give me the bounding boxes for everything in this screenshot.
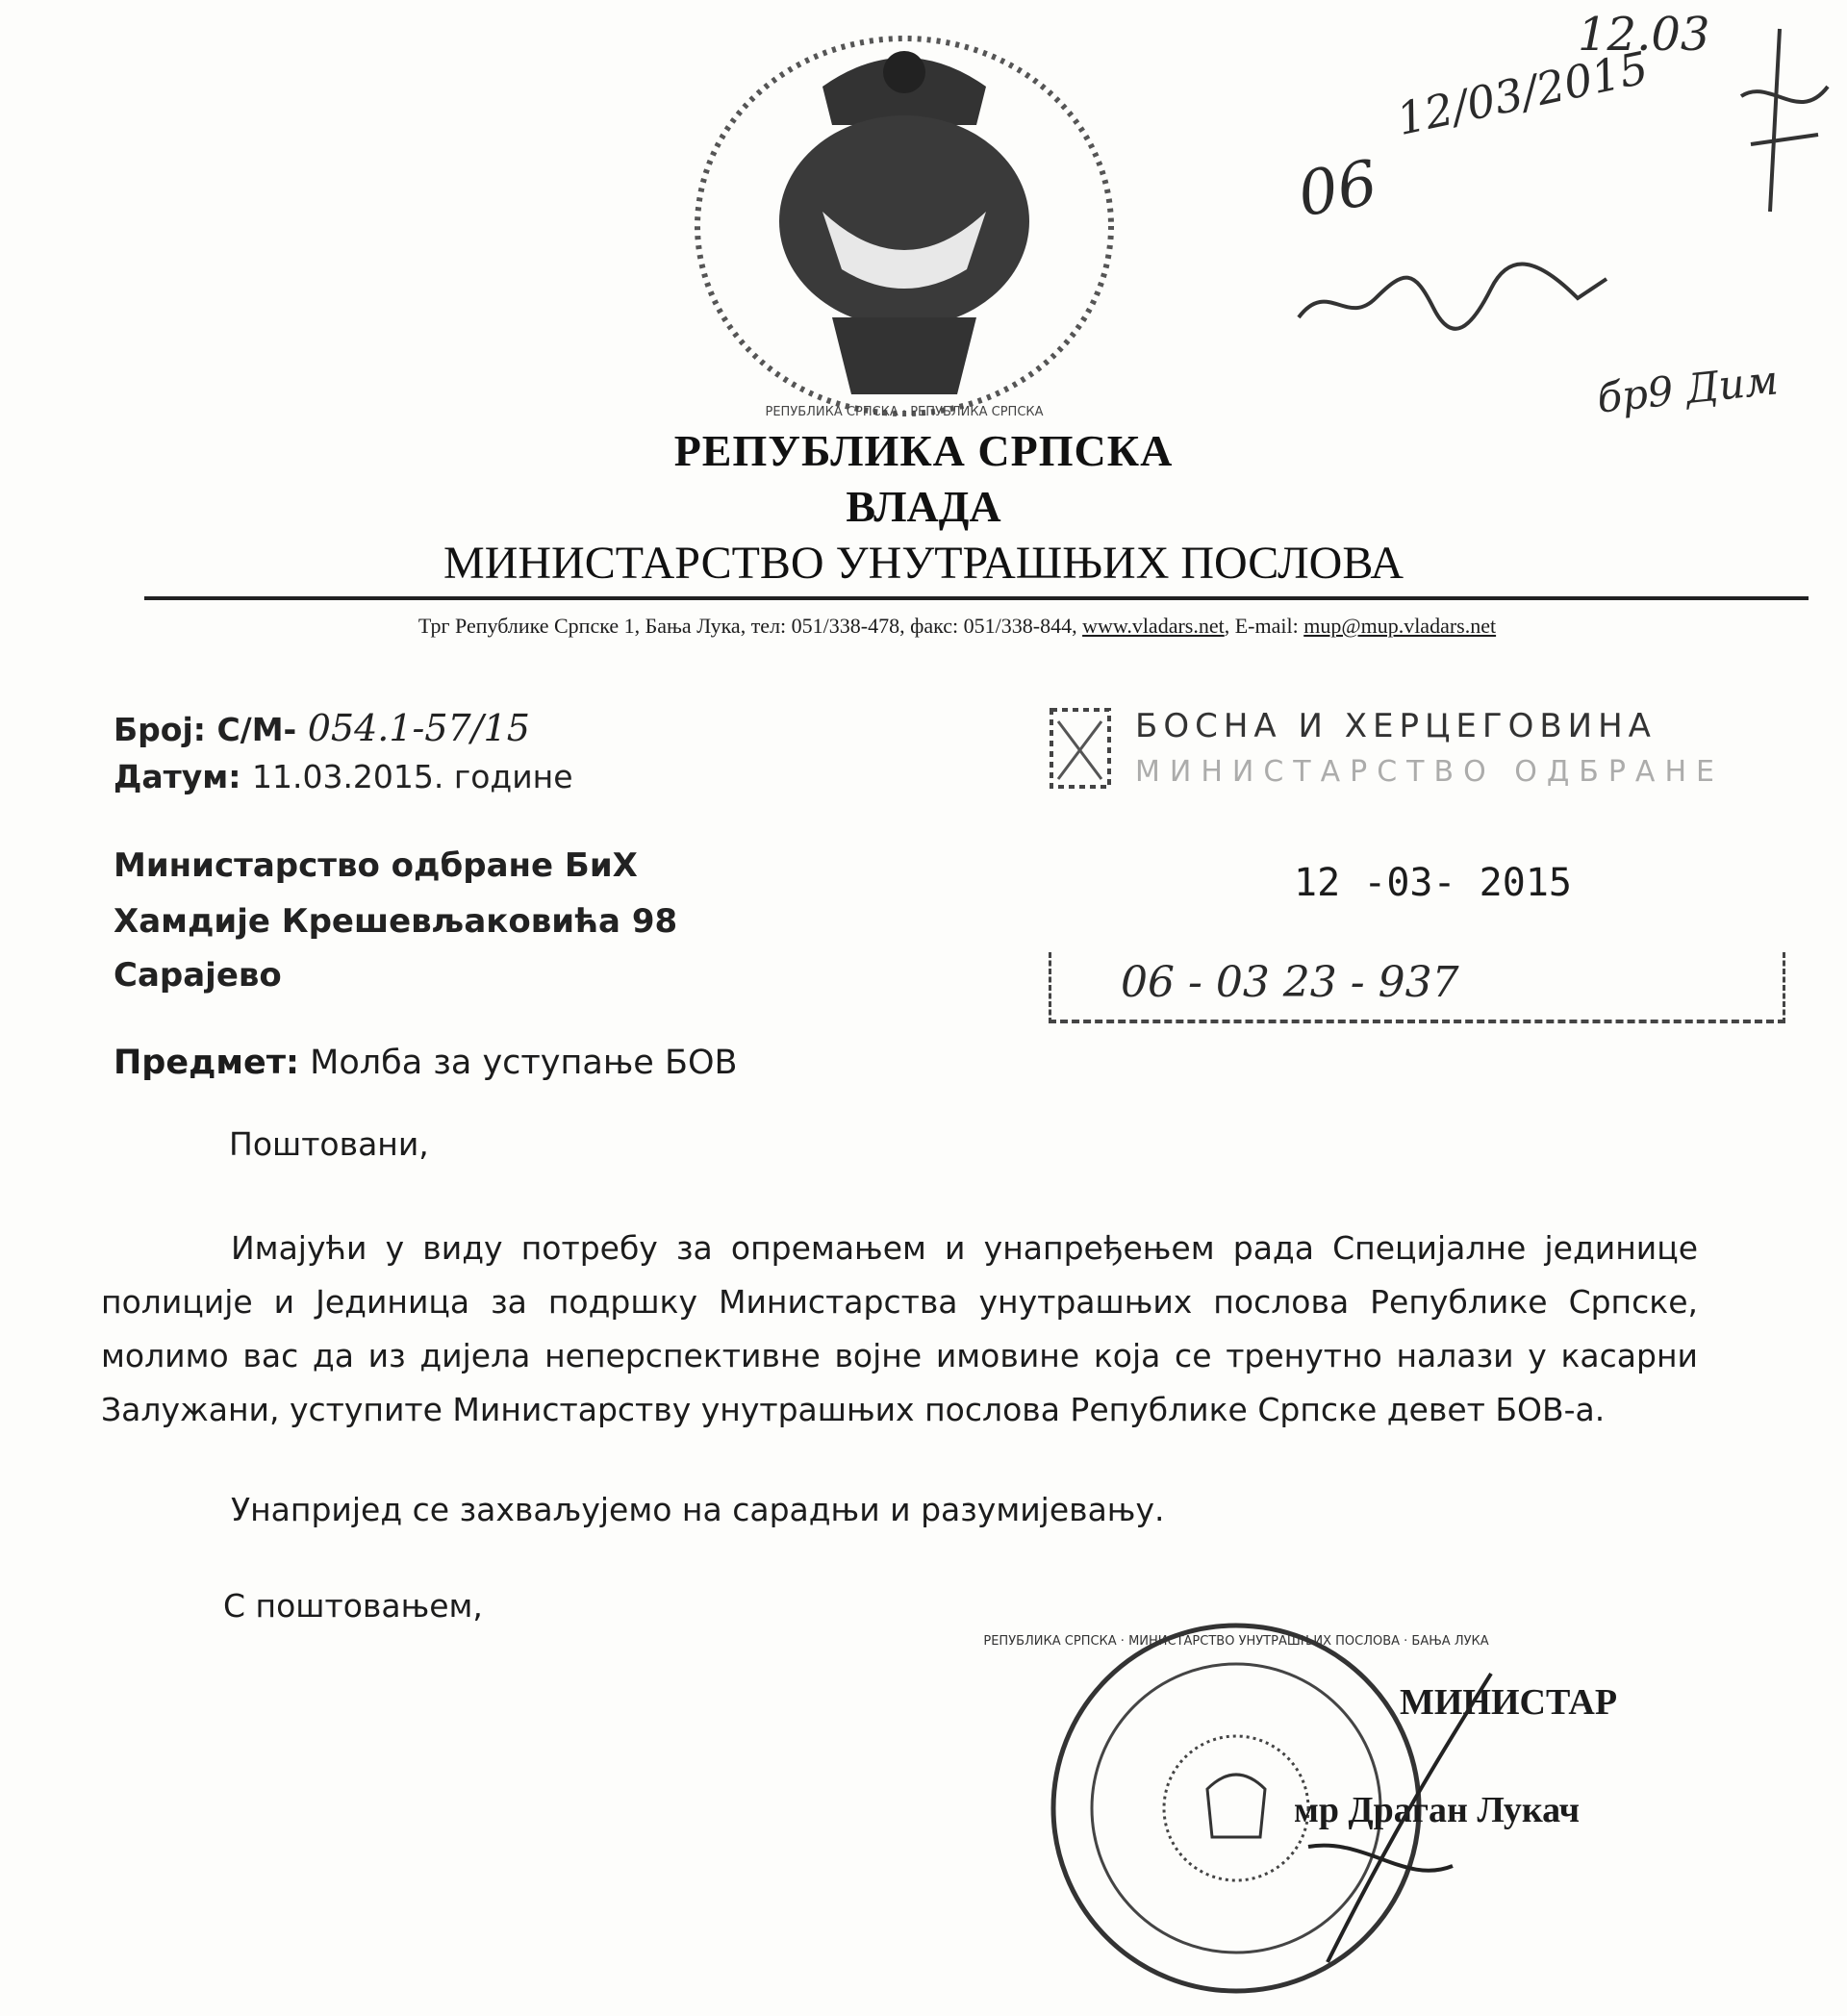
reference-number (114, 707, 530, 749)
header-ministry: МИНИСТАРСТВО УНУТРАШЊИХ ПОСЛОВА (443, 538, 1404, 589)
body-paragraph: Имајући у виду потребу за опремањем и унапређењем рада Специјалне јединице полиције и Јединица за подршку Министарства унутрашњих послова Републике Српске, молимо вас да из дијела неперспективне војне имовине која се тренутно налази у касарни Залужани, уступите Министарству унутрашњих послова Републике Српске девет БОВ-а. (101, 1229, 1698, 1428)
handwritten-mark (1722, 19, 1837, 221)
reference-date-value: 11.03.2015. године (251, 758, 573, 795)
minister-title: МИНИСТАР (1400, 1682, 1618, 1723)
seal-text: РЕПУБЛИКА СРПСКА · МИНИСТАРСТВО УНУТРАШЊИХ ПОСЛОВА · БАЊА ЛУКА (983, 1634, 1489, 1649)
thanks-line: Унапријед се захваљујемо на сарадњи и разумијевању. (231, 1491, 1165, 1528)
subject-text: Молба за уступање БОВ (310, 1044, 738, 1082)
minister-signature (1251, 1654, 1558, 1981)
recipient-name: Министарство одбране БиХ (114, 846, 638, 885)
reference-number-label: Број: С/М- (114, 711, 297, 748)
header-government: ВЛАДА (846, 482, 1001, 531)
header-divider (144, 596, 1809, 600)
recipient-city: Сарајево (114, 956, 282, 995)
reference-date (114, 758, 573, 795)
closing-line: С поштовањем, (223, 1587, 483, 1625)
header-country: РЕПУБЛИКА СРПСКА (673, 426, 1174, 475)
email-label: , E-mail: (1224, 614, 1299, 638)
receipt-stamp-number: 06 - 03 23 - 937 (1121, 958, 1459, 1007)
minister-name: мр Драган Лукач (1294, 1790, 1581, 1830)
receipt-stamp-date: 12 -03- 2015 (1294, 861, 1572, 905)
greeting: Поштовани, (229, 1125, 429, 1163)
coat-of-arms-emblem (678, 19, 1130, 423)
subject-line (114, 1044, 738, 1082)
header-address-line (115, 614, 1799, 639)
subject-label: Предмет: (114, 1044, 299, 1082)
receipt-stamp-emblem (1044, 702, 1121, 798)
receipt-stamp-ministry: МИНИСТАРСТВО ОДБРАНЕ (1135, 755, 1724, 789)
emblem-text: РЕПУБЛИКА СРПСКА · РЕПУБЛИКА СРПСКА (765, 405, 1044, 419)
email-link[interactable]: mup@mup.vladars.net (1303, 614, 1497, 638)
handwritten-note-top: 12.03 (1578, 8, 1710, 62)
handwritten-date: 12/03/2015 (1392, 41, 1653, 145)
address-text: Трг Републике Српске 1, Бања Лука, тел: 051/338-478, факс: 051/338-844, (417, 614, 1077, 638)
handwritten-signature-scribble (1289, 240, 1616, 356)
website-link[interactable]: www.vladars.net (1082, 614, 1225, 638)
receipt-stamp-country: БОСНА И ХЕРЦЕГОВИНА (1135, 707, 1657, 745)
reference-date-label: Датум: (114, 758, 241, 795)
recipient-street: Хамдије Крешевљаковића 98 (114, 902, 678, 941)
reference-number-value: 054.1-57/15 (307, 707, 530, 749)
handwritten-code: 06 (1293, 147, 1383, 232)
handwritten-side-note: бр9 Дим (1594, 356, 1781, 422)
